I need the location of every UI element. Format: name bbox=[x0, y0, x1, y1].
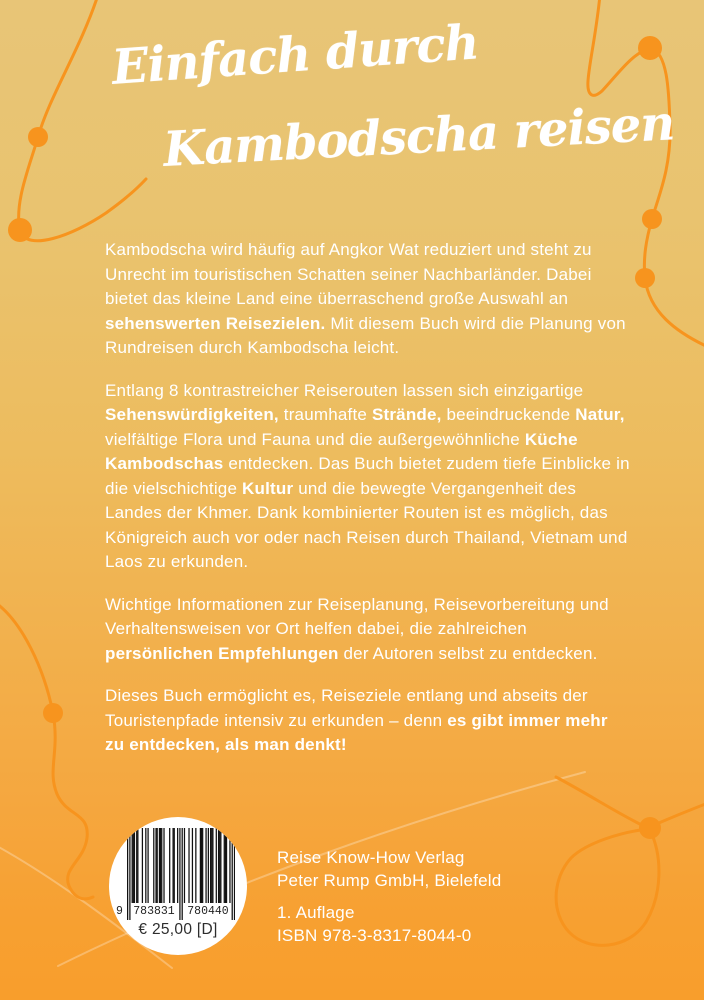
route-dot bbox=[8, 218, 32, 242]
blurb-paragraph: Kambodscha wird häufig auf Angkor Wat reduziert und steht zu Unrecht im touristischen Schatten seiner Nachbarländer. Dabei bietet das kleine Land eine überraschend große Auswahl an sehenswerten Reisezielen. Mit diesem Buch wird die Planung von Rundreisen durch Kambodscha leicht. bbox=[105, 240, 626, 357]
route-line-left-middle bbox=[0, 603, 93, 899]
route-dot bbox=[639, 817, 661, 839]
route-dot bbox=[635, 268, 655, 288]
route-dot bbox=[28, 127, 48, 147]
route-line-top-left bbox=[19, 0, 146, 241]
blurb-paragraph: Entlang 8 kontrastreicher Reiserouten lassen sich einzigartige Sehenswürdigkeiten, traumhafte Strände, beeindruckende Natur, vielfältige Flora und Fauna und die außergewöhnliche Küche Kambodschas entdecken. Das Buch bietet zudem tiefe Einblicke in die vielschichtige Kultur und die bewegte Vergangenheit des Landes der Khmer. Dank kombinierter Routen ist es möglich, das Königreich auch vor oder nach Reisen durch Thailand, Vietnam und Laos zu erkunden. bbox=[105, 380, 630, 571]
barcode-right-digits: 780440 bbox=[187, 905, 229, 918]
blurb-paragraph: Dieses Buch ermöglicht es, Reiseziele entlang und abseits der Touristenpfade intensiv zu erkunden – denn es gibt immer mehr zu entdecken, als man denkt! bbox=[105, 686, 608, 754]
barcode-badge bbox=[109, 817, 247, 955]
route-dot bbox=[43, 703, 63, 723]
route-line-bottom-outgoing bbox=[652, 803, 704, 826]
blurb-paragraph: Wichtige Informationen zur Reiseplanung, Reisevorbereitung und Verhaltensweisen vor Ort helfen dabei, die zahlreichen persönlichen Empfehlungen der Autoren selbst zu entdecken. bbox=[105, 594, 609, 663]
route-dot bbox=[642, 209, 662, 229]
route-dot bbox=[638, 36, 662, 60]
blurb-paragraphs bbox=[105, 238, 631, 776]
route-loop bbox=[556, 829, 659, 945]
price-label: € 25,00 [D] bbox=[138, 921, 218, 938]
title-line-1: Einfach durch bbox=[110, 14, 481, 96]
barcode-digits bbox=[109, 905, 247, 919]
route-line-bottom-incoming bbox=[556, 777, 646, 827]
title-line-2: Kambodscha reisen bbox=[162, 95, 676, 178]
barcode-lead-digit: 9 bbox=[116, 905, 123, 918]
imprint-block bbox=[277, 846, 501, 956]
isbn-label: ISBN 978-3-8317-8044-0 bbox=[277, 926, 472, 945]
publisher-name: Reise Know-How Verlag bbox=[277, 848, 465, 867]
edition-label: 1. Auflage bbox=[277, 903, 355, 922]
barcode-left-digits: 783831 bbox=[133, 905, 175, 918]
publisher-address: Peter Rump GmbH, Bielefeld bbox=[277, 871, 502, 890]
